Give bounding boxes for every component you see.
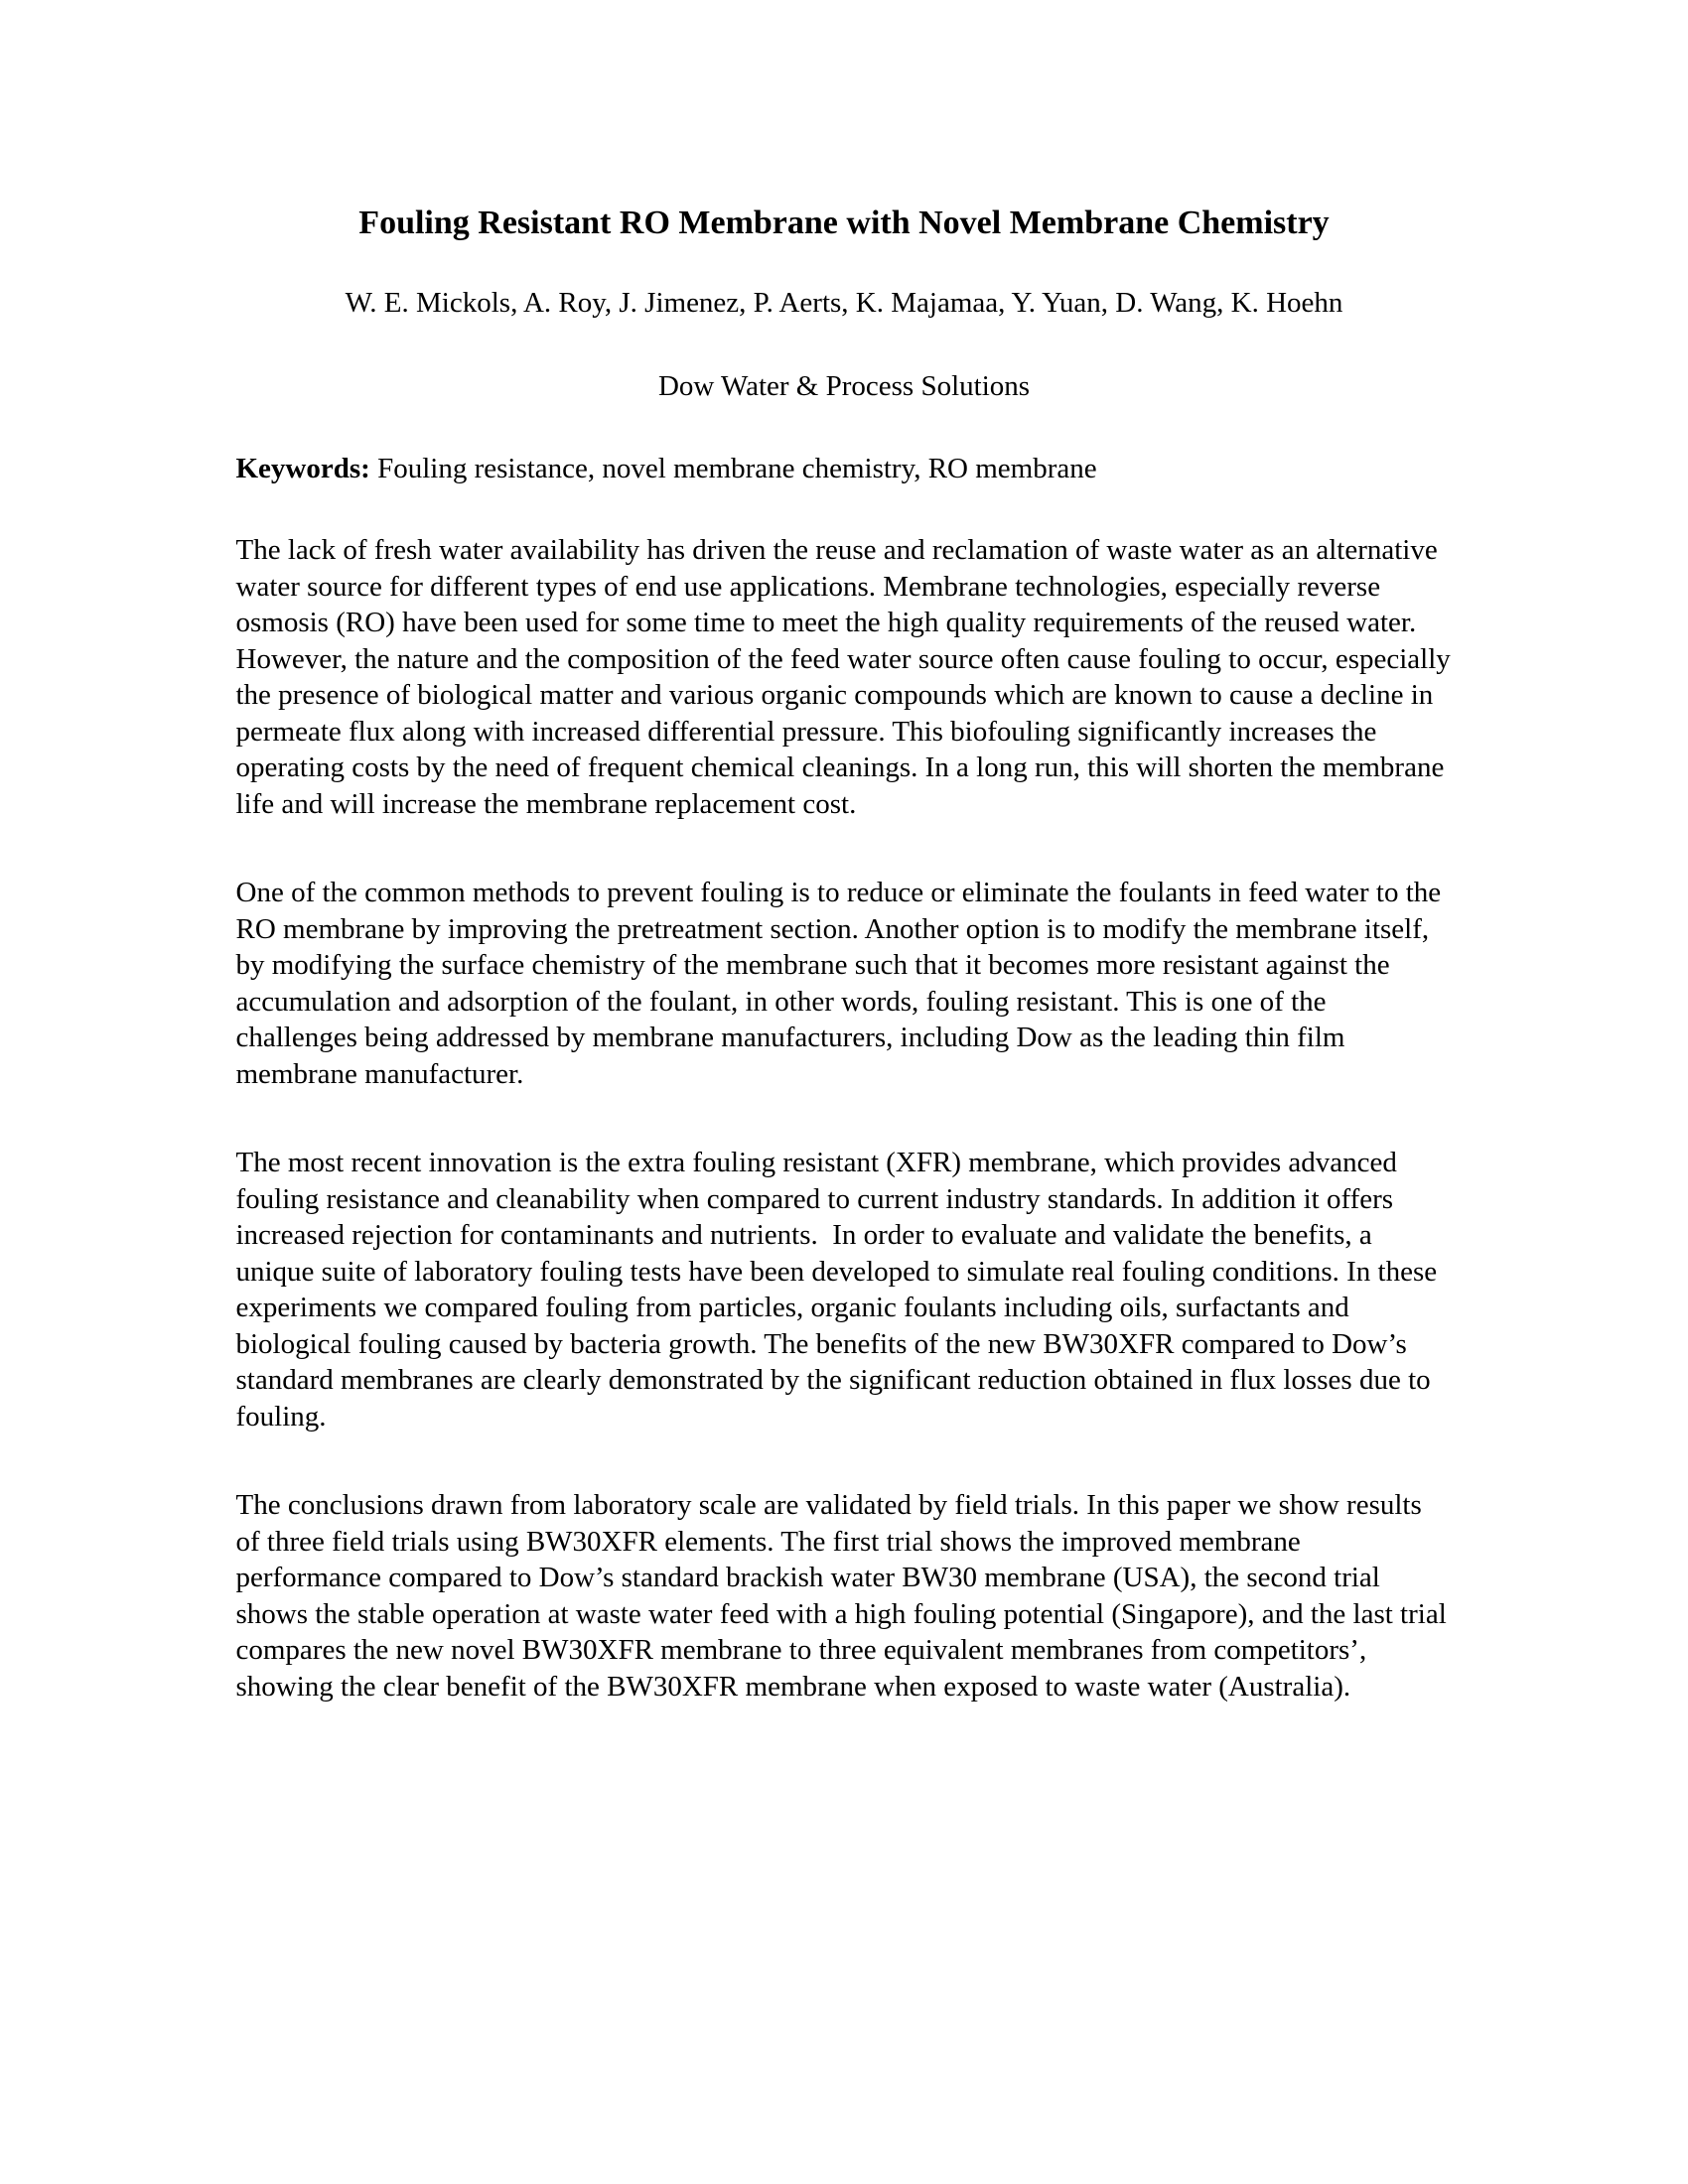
affiliation-line: Dow Water & Process Solutions bbox=[657, 370, 1031, 402]
paper-title: Fouling Resistant RO Membrane with Novel Membrane Chemistry bbox=[358, 205, 1330, 241]
body-paragraph-1: The lack of fresh water availability has driven the reuse and reclamation of waste water as an alternative water source for different types of end use applications. Membrane technologies, especially reverse osmosis (RO) have been used for some time to meet the high quality requirements of the reused water. However, the nature and the composition of the feed water source often cause fouling to occur, especially the presence of biological matter and various organic compounds which are known to cause a decline in permeate flux along with increased differential pressure. This biofouling significantly increases the operating costs by the need of frequent chemical cleanings. In a long run, this will shorten the membrane life and will increase the membrane replacement cost. bbox=[235, 534, 1459, 820]
body-paragraph-3: The most recent innovation is the extra fouling resistant (XFR) membrane, which provides advanced fouling resistance and cleanability when compared to current industry standards. In addition it offers increased rejection for contaminants and nutrients. In order to evaluate and validate the benefits, a unique suite of laboratory fouling tests have been developed to simulate real fouling conditions. In these experiments we compared fouling from particles, organic foulants including oils, surfactants and biological fouling caused by bacteria growth. The benefits of the new BW30XFR compared to Dow’s standard membranes are clearly demonstrated by the significant reduction obtained in flux losses due to fouling. bbox=[235, 1147, 1445, 1433]
text-column bbox=[235, 204, 1459, 1705]
keywords-line bbox=[236, 451, 1453, 486]
body-paragraph-4: The conclusions drawn from laboratory scale are validated by field trials. In this paper we show results of three field trials using BW30XFR elements. The first trial shows the improved membrane performance compared to Dow’s standard brackish water BW30 membrane (USA), the second trial shows the stable operation at waste water feed with a high fouling potential (Singapore), and the last trial compares the new novel BW30XFR membrane to three equivalent membranes from competitors’, showing the clear benefit of the BW30XFR membrane when exposed to waste water (Australia). bbox=[235, 1489, 1455, 1703]
author-line: W. E. Mickols, A. Roy, J. Jimenez, P. Aerts, K. Majamaa, Y. Yuan, D. Wang, K. Hoehn bbox=[345, 287, 1343, 319]
keywords-text: Fouling resistance, novel membrane chemistry, RO membrane bbox=[369, 453, 1097, 484]
keywords-label: Keywords: bbox=[235, 453, 370, 484]
body-paragraph-2: One of the common methods to prevent fouling is to reduce or eliminate the foulants in feed water to the RO membrane by improving the pretreatment section. Another option is to modify the membrane itself, by modifying the surface chemistry of the membrane such that it becomes more resistant against the accumulation and adsorption of the foulant, in other words, fouling resistant. This is one of the challenges being addressed by membrane manufacturers, including Dow as the leading thin film membrane manufacturer. bbox=[235, 877, 1449, 1090]
